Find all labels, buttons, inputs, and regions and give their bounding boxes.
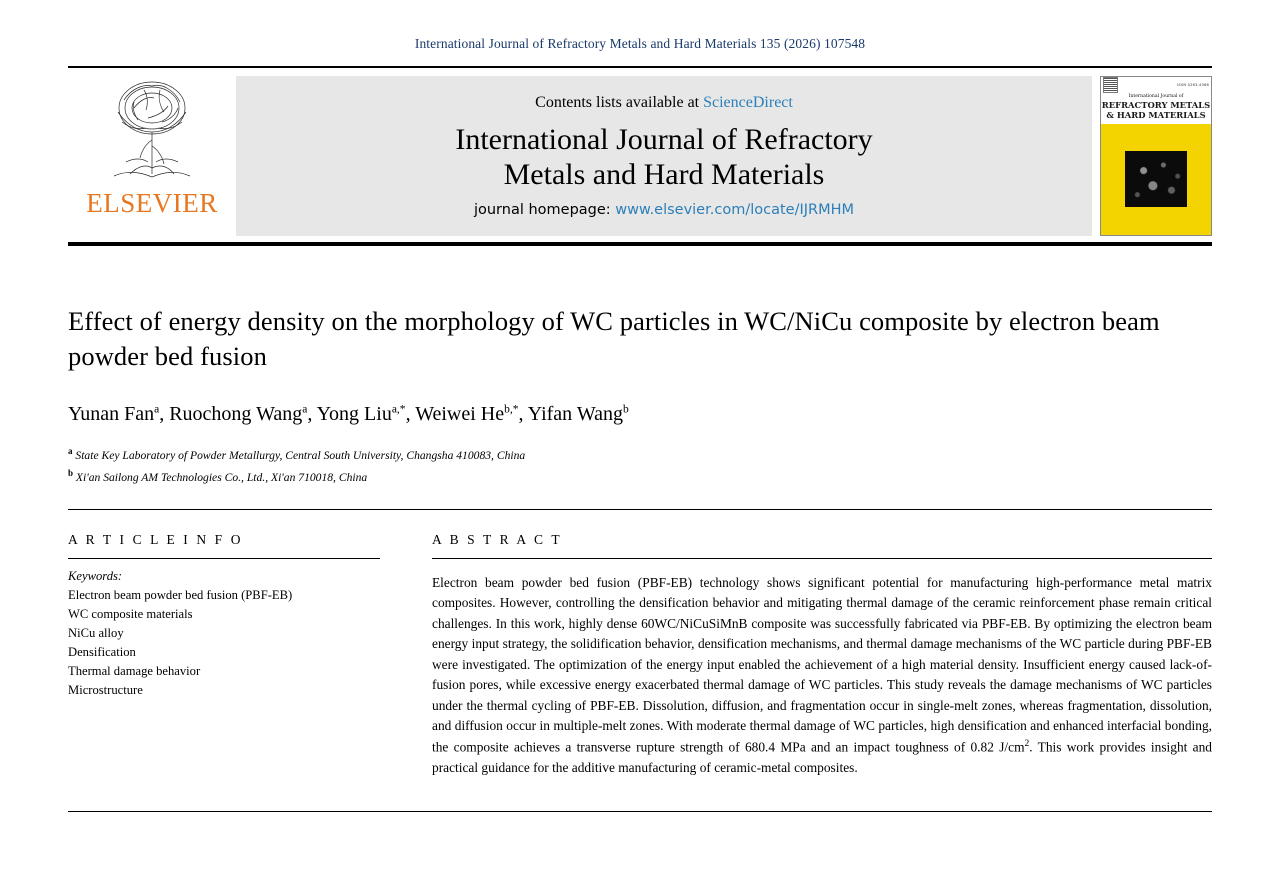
contents-line	[535, 94, 793, 112]
cover-issn: ISSN 0263-4368	[1177, 83, 1209, 87]
list-item: WC composite materials	[68, 607, 193, 622]
article-info-column	[68, 532, 380, 791]
cover-journal-prefix: International Journal of	[1128, 94, 1184, 99]
author-affiliation-mark: a	[302, 403, 308, 416]
masthead-bottom-rule	[68, 242, 1212, 246]
journal-cover-thumbnail	[1100, 76, 1212, 236]
cover-micrograph-image	[1125, 151, 1187, 207]
cover-topbar	[1101, 77, 1211, 93]
cover-title-line1: REFRACTORY METALS	[1101, 100, 1211, 110]
header-divider	[68, 509, 1212, 510]
author-name: Ruochong Wang	[169, 402, 303, 425]
journal-title-line2: Metals and Hard Materials	[503, 158, 825, 191]
affiliation-text: State Key Laboratory of Powder Metallurgy, Central South University, Changsha 410083, China	[75, 448, 526, 462]
affiliation-text: Xi'an Sailong AM Technologies Co., Ltd., Xi'an 710018, China	[75, 470, 368, 484]
author-name: Yong Liu	[316, 402, 392, 425]
author-name: Yunan Fan	[68, 402, 155, 425]
keyword-list	[68, 586, 380, 699]
cover-journal-title	[1102, 101, 1210, 121]
abstract-text	[432, 573, 1212, 778]
affiliation-item	[68, 444, 1212, 466]
affiliation-mark: b	[68, 467, 74, 478]
list-item: Electron beam powder bed fusion (PBF-EB)	[68, 588, 293, 603]
abstract-superscript: 2	[1024, 738, 1030, 749]
author-affiliation-mark: a	[154, 403, 160, 416]
affiliation-mark: a	[68, 445, 73, 456]
sciencedirect-link[interactable]: ScienceDirect	[703, 93, 793, 111]
journal-homepage-line	[474, 202, 854, 218]
journal-banner	[236, 76, 1092, 236]
abstract-part2: . This work provides insight and practical guidance for the additive manufacturing of ceramic-metal composites.	[432, 739, 1213, 775]
abstract-rule	[432, 558, 1212, 559]
author-affiliation-mark: a,*	[391, 403, 406, 416]
article-info-rule	[68, 558, 380, 559]
page-title: Effect of energy density on the morphology of WC particles in WC/NiCu composite by electron beam powder bed fusion	[68, 306, 1160, 371]
journal-title-line1: International Journal of Refractory	[455, 122, 873, 156]
info-abstract-columns	[68, 532, 1212, 791]
abstract-bottom-rule	[68, 811, 1212, 812]
keywords-label: Keywords:	[68, 569, 123, 584]
author-item	[528, 403, 629, 425]
author-item	[415, 403, 518, 425]
article-info-heading: A R T I C L E I N F O	[68, 532, 244, 548]
list-item: NiCu alloy	[68, 626, 124, 640]
author-affiliation-mark: b,*	[504, 403, 519, 416]
list-item: Microstructure	[68, 682, 143, 697]
abstract-column	[432, 532, 1212, 791]
list-item: Thermal damage behavior	[68, 663, 201, 678]
journal-masthead	[68, 66, 1212, 236]
author-item	[317, 403, 406, 425]
author-item	[68, 403, 159, 425]
homepage-label: journal homepage:	[473, 202, 616, 219]
author-name: Yifan Wang	[527, 402, 623, 425]
affiliation-list	[68, 444, 1212, 487]
contents-prefix: Contents lists available at	[535, 93, 704, 111]
author-list: Yunan Fan$^a$, Ruochong Wang$^a$, Yong Liu$^{a,*}$, Weiwei $He^{b,*}$, Yifan Wang$^b$	[68, 402, 629, 425]
elsevier-tree-logo	[104, 78, 200, 186]
abstract-part1: Electron beam powder bed fusion (PBF-EB) technology shows significant potential for manufacturing high-performance metal matrix composites. However, controlling the densification behavior and mitigating thermal damage of the ceramic reinforcement phase remain critical challenges. In this work, highly dense 60WC/NiCuSiMnB composite was successfully fabricated via PBF-EB. By optimizing the electron beam energy input strategy, the solidification behavior, densification mechanisms, and thermal damage mechanisms of the WC particle during PBF-EB were investigated. The optimization of the energy input enabled the achievement of a high material density. Insufficient energy caused lack-of-fusion pores, while excessive energy exacerbated thermal damage of WC particles. This study reveals the damage mechanisms of WC particles under the thermal cycling of PBF-EB. Dissolution, diffusion, and fragmentation occur in single-melt zones, whereas fragmentation, dissolution, and diffusion occur in multiple-melt zones. With moderate thermal damage of WC particles, high densification and enhanced interfacial bonding, the composite achieves a transverse rupture strength of 680.4 MPa and an impact toughness of 0.82 J/cm	[432, 574, 1212, 755]
author-affiliation-mark: b	[622, 403, 629, 416]
abstract-heading: A B S T R A C T	[432, 532, 563, 548]
journal-homepage-link[interactable]: www.elsevier.com/locate/IJRMHM	[615, 202, 855, 219]
author-name: Weiwei He	[415, 402, 505, 425]
elsevier-wordmark: ELSEVIER	[86, 188, 218, 218]
publisher-block	[68, 76, 236, 236]
cover-elsevier-icon	[1103, 77, 1118, 93]
journal-title	[455, 122, 872, 193]
author-item	[169, 403, 307, 425]
cover-artwork-panel	[1101, 124, 1211, 235]
list-item: Densification	[68, 644, 136, 659]
running-head: International Journal of Refractory Metals and Hard Materials 135 (2026) 107548	[414, 36, 866, 51]
cover-title-line2: & HARD MATERIALS	[1106, 109, 1206, 120]
affiliation-item	[68, 466, 1212, 488]
